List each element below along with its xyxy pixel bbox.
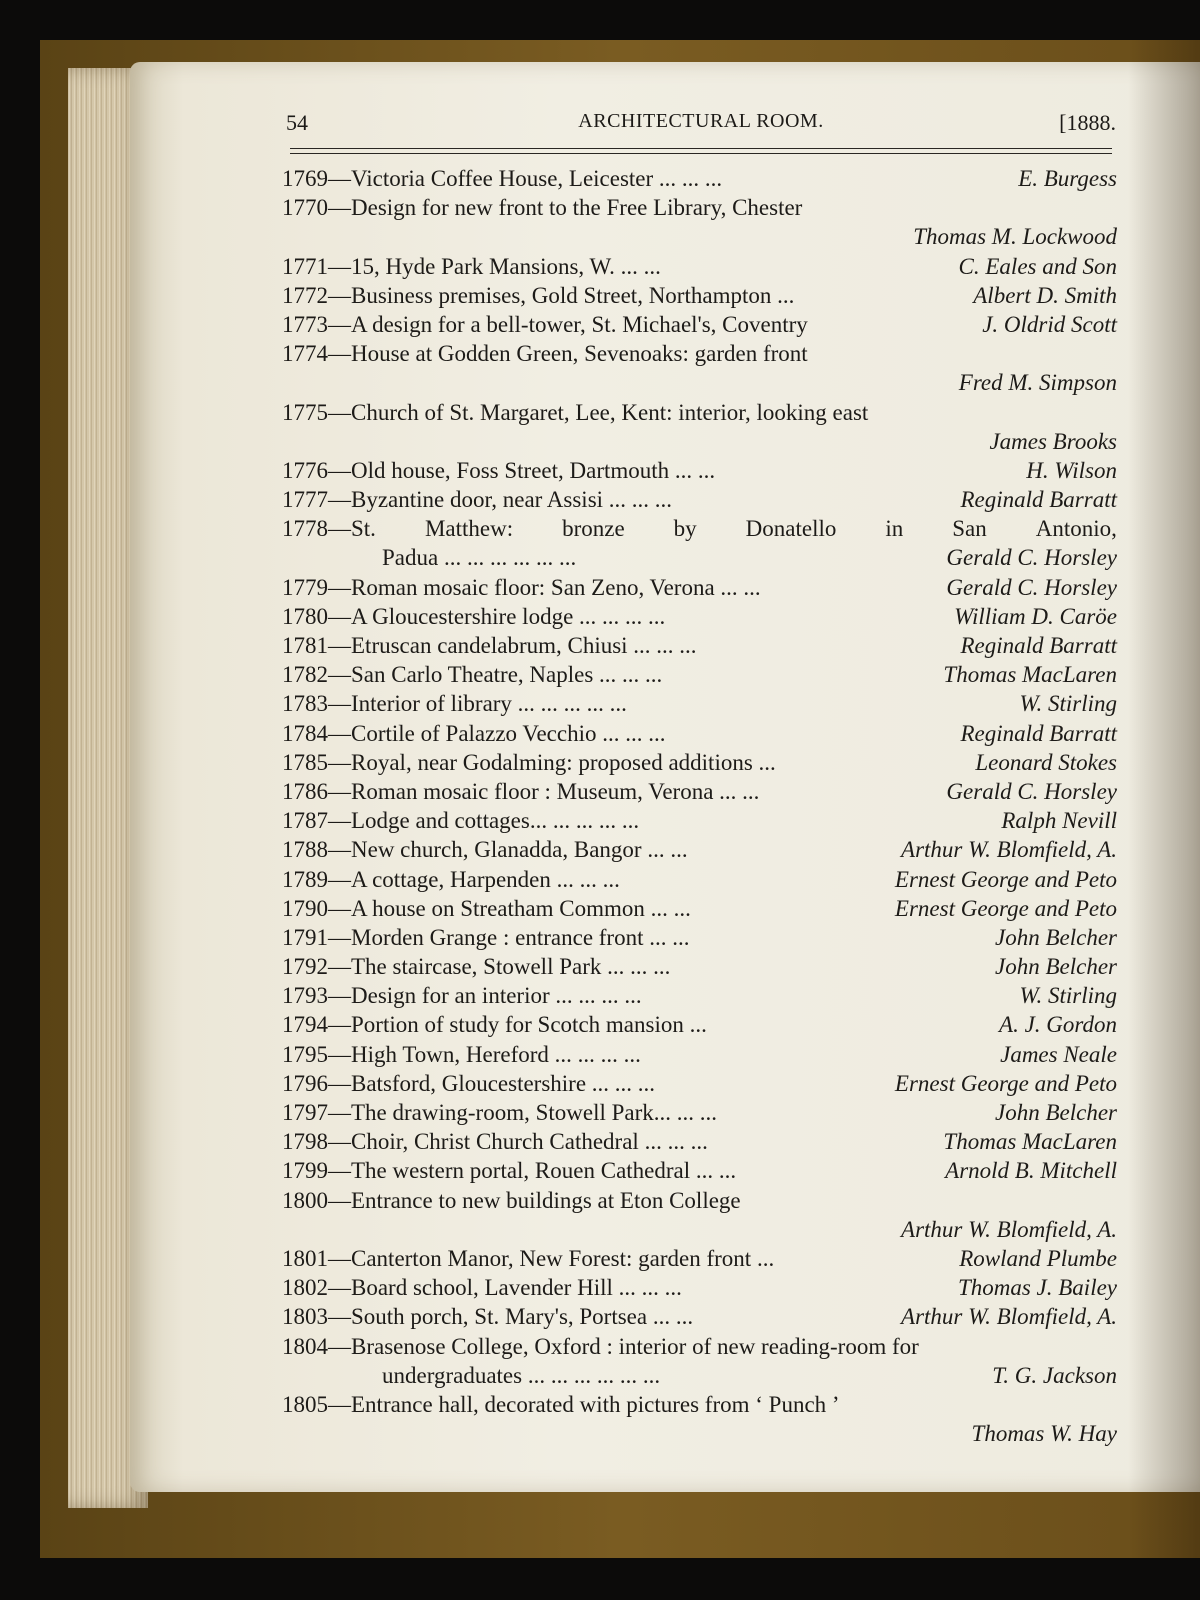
entry-line [282, 193, 1117, 222]
entry-line [282, 514, 1117, 543]
entry-title: 1788—New church, Glanadda, Bangor ... ... [282, 837, 688, 863]
entry-title: 1805—Entrance hall, decorated with pictures from ‘ Punch ’ [282, 1391, 840, 1417]
entry-line [282, 485, 1117, 514]
entry-artist: W. Stirling [1019, 691, 1117, 717]
entry-artist: Gerald C. Horsley [946, 574, 1117, 600]
entry-artist: E. Burgess [1018, 166, 1117, 191]
entry-line [282, 1098, 1117, 1127]
entry-title: 1781—Etruscan candelabrum, Chiusi ... ... ... [282, 633, 697, 658]
entry-title: 1769—Victoria Coffee House, Leicester ... ... ... [282, 166, 723, 191]
entry-artist: Thomas MacLaren [943, 662, 1117, 688]
entry-line [282, 1390, 1117, 1419]
entry-line [282, 1127, 1117, 1156]
entry-title: 1779—Roman mosaic floor: San Zeno, Verona ... ... [282, 574, 761, 600]
entry-artist: Reginald Barratt [960, 633, 1117, 658]
entry-artist: Thomas M. Lockwood [913, 224, 1117, 250]
entry-title-word: by [673, 516, 697, 542]
entry-title-word: 1778—St. [282, 516, 376, 542]
entry-title: 1792—The staircase, Stowell Park ... ... ... [282, 954, 671, 980]
entry-title: 1780—A Gloucestershire lodge ... ... ... ... [282, 603, 666, 629]
entry-title: 1772—Business premises, Gold Street, Northampton ... [282, 282, 795, 308]
entry-artist: Arnold B. Mitchell [945, 1158, 1117, 1184]
entry-artist: Reginald Barratt [960, 720, 1117, 746]
entry-artist: Ernest George and Peto [894, 866, 1117, 892]
header-rule [290, 148, 1112, 154]
entry-line [282, 1040, 1117, 1069]
entry-title-word: bronze [562, 516, 625, 542]
entry-title-word: Matthew: [424, 516, 514, 542]
entry-artist: A. J. Gordon [999, 1012, 1117, 1038]
entry-artist: H. Wilson [1026, 457, 1117, 483]
entry-artist: James Neale [1000, 1041, 1117, 1067]
entry-title-continued: undergraduates ... ... ... ... ... ... [382, 1362, 661, 1388]
entry-artist: William D. Caröe [954, 603, 1117, 629]
entry-line [282, 923, 1117, 952]
entry-title: 1791—Morden Grange : entrance front ... ... [282, 924, 690, 950]
entry-title: 1797—The drawing-room, Stowell Park... ... ... [282, 1100, 718, 1125]
entry-title-word: in [885, 516, 904, 542]
entry-artist: Arthur W. Blomfield, A. [901, 1216, 1117, 1242]
entry-line [282, 164, 1117, 193]
entry-artist: Ernest George and Peto [894, 1070, 1117, 1096]
entry-title: 1776—Old house, Foss Street, Dartmouth ... ... [282, 457, 716, 483]
entry-title: 1777—Byzantine door, near Assisi ... ... ... [282, 487, 673, 513]
entry-artist: Reginald Barratt [960, 487, 1117, 513]
entry-artist: C. Eales and Son [958, 253, 1117, 279]
entry-line [282, 1069, 1117, 1098]
running-head: ARCHITECTURAL ROOM. [578, 110, 824, 132]
entry-title: 1783—Interior of library ... ... ... ... ... [282, 691, 627, 717]
entry-title: 1795—High Town, Hereford ... ... ... ... [282, 1041, 641, 1067]
entry-title: 1789—A cottage, Harpenden ... ... ... [282, 866, 620, 892]
entry-artist: Albert D. Smith [973, 282, 1117, 308]
entry-line [282, 894, 1117, 923]
page-gutter-shadow [1128, 40, 1200, 1558]
entry-artist: Thomas J. Bailey [957, 1275, 1117, 1301]
entry-line [282, 952, 1117, 981]
entry-title: 1798—Choir, Christ Church Cathedral ... ... ... [282, 1129, 708, 1155]
entry-line [282, 1010, 1117, 1039]
entry-artist: John Belcher [995, 954, 1117, 980]
entry-title: 1803—South porch, St. Mary's, Portsea ... ... [282, 1304, 694, 1330]
entry-line [282, 1244, 1117, 1273]
entry-artist: Ralph Nevill [1001, 808, 1117, 834]
entry-title: 1770—Design for new front to the Free Library, Chester [282, 195, 803, 221]
entry-title: 1794—Portion of study for Scotch mansion ... [282, 1012, 707, 1038]
entry-artist: Gerald C. Horsley [946, 778, 1117, 804]
entry-line [282, 339, 1117, 368]
entry-line [282, 748, 1117, 777]
entry-artist: Fred M. Simpson [958, 370, 1117, 396]
entry-artist: T. G. Jackson [992, 1362, 1117, 1388]
entry-line [282, 456, 1117, 485]
entry-line [282, 806, 1117, 835]
header-year: [1888. [1059, 110, 1116, 135]
page-header [286, 104, 1116, 144]
entry-line [282, 1361, 1117, 1390]
entry-line [282, 981, 1117, 1010]
entry-line [282, 1156, 1117, 1185]
page-number: 54 [286, 110, 308, 135]
entry-artist: Gerald C. Horsley [946, 545, 1117, 571]
entry-title: 1804—Brasenose College, Oxford : interior of new reading-room for [282, 1333, 919, 1359]
entry-artist: Ernest George and Peto [894, 895, 1117, 921]
entry-title-word: San [952, 516, 987, 542]
entry-artist: Arthur W. Blomfield, A. [901, 1304, 1117, 1330]
entry-artist: John Belcher [995, 1100, 1117, 1125]
entry-title: 1785—Royal, near Godalming: proposed additions ... [282, 749, 776, 775]
entry-line [282, 398, 1117, 427]
entry-artist: Leonard Stokes [975, 749, 1117, 775]
entry-line [282, 865, 1117, 894]
entry-line [282, 1332, 1117, 1361]
entry-title: 1790—A house on Streatham Common ... ... [282, 895, 691, 921]
entry-title-word: Donatello [745, 516, 837, 542]
entry-line [282, 631, 1117, 660]
entry-line [282, 310, 1117, 339]
entry-artist: J. Oldrid Scott [982, 311, 1117, 337]
entry-line [282, 689, 1117, 718]
entry-artist: Rowland Plumbe [959, 1245, 1117, 1271]
entry-artist: W. Stirling [1019, 983, 1117, 1009]
entry-artist: Arthur W. Blomfield, A. [901, 837, 1117, 863]
entry-artist: John Belcher [995, 924, 1117, 950]
entry-line [282, 281, 1117, 310]
entry-title: 1801—Canterton Manor, New Forest: garden front ... [282, 1245, 775, 1271]
entry-artist: James Brooks [989, 428, 1117, 454]
entry-line [282, 1186, 1117, 1215]
entry-artist: Thomas MacLaren [943, 1129, 1117, 1155]
entry-title-continued: Padua ... ... ... ... ... ... [382, 545, 577, 571]
entry-line [282, 602, 1117, 631]
entry-line [282, 777, 1117, 806]
entry-title: 1782—San Carlo Theatre, Naples ... ... ... [282, 662, 663, 688]
entry-line [282, 252, 1117, 281]
entry-title: 1775—Church of St. Margaret, Lee, Kent: interior, looking east [282, 399, 869, 425]
entry-title: 1796—Batsford, Gloucestershire ... ... ... [282, 1070, 656, 1096]
entry-title: 1802—Board school, Lavender Hill ... ... ... [282, 1275, 682, 1301]
entry-title: 1784—Cortile of Palazzo Vecchio ... ... ... [282, 720, 666, 746]
entry-line [282, 1273, 1117, 1302]
entry-title: 1786—Roman mosaic floor : Museum, Verona ... ... [282, 778, 760, 804]
entry-line [282, 835, 1117, 864]
entry-title: 1793—Design for an interior ... ... ... ... [282, 983, 642, 1009]
entry-line [282, 660, 1117, 689]
entry-title: 1787—Lodge and cottages... ... ... ... ... [282, 808, 640, 834]
catalogue-entries [282, 164, 1117, 1448]
entry-title: 1800—Entrance to new buildings at Eton College [282, 1187, 741, 1213]
entry-title: 1771—15, Hyde Park Mansions, W. ... ... [282, 253, 661, 279]
entry-line [282, 573, 1117, 602]
entry-title: 1773—A design for a bell-tower, St. Michael's, Coventry [282, 311, 808, 337]
entry-line [282, 1302, 1117, 1331]
entry-title: 1774—House at Godden Green, Sevenoaks: garden front [282, 341, 808, 367]
entry-title: 1799—The western portal, Rouen Cathedral ... ... [282, 1158, 737, 1184]
entry-line [282, 543, 1117, 572]
entry-line [282, 719, 1117, 748]
entry-title-word: Antonio, [1035, 516, 1117, 542]
entry-artist: Thomas W. Hay [971, 1421, 1117, 1447]
